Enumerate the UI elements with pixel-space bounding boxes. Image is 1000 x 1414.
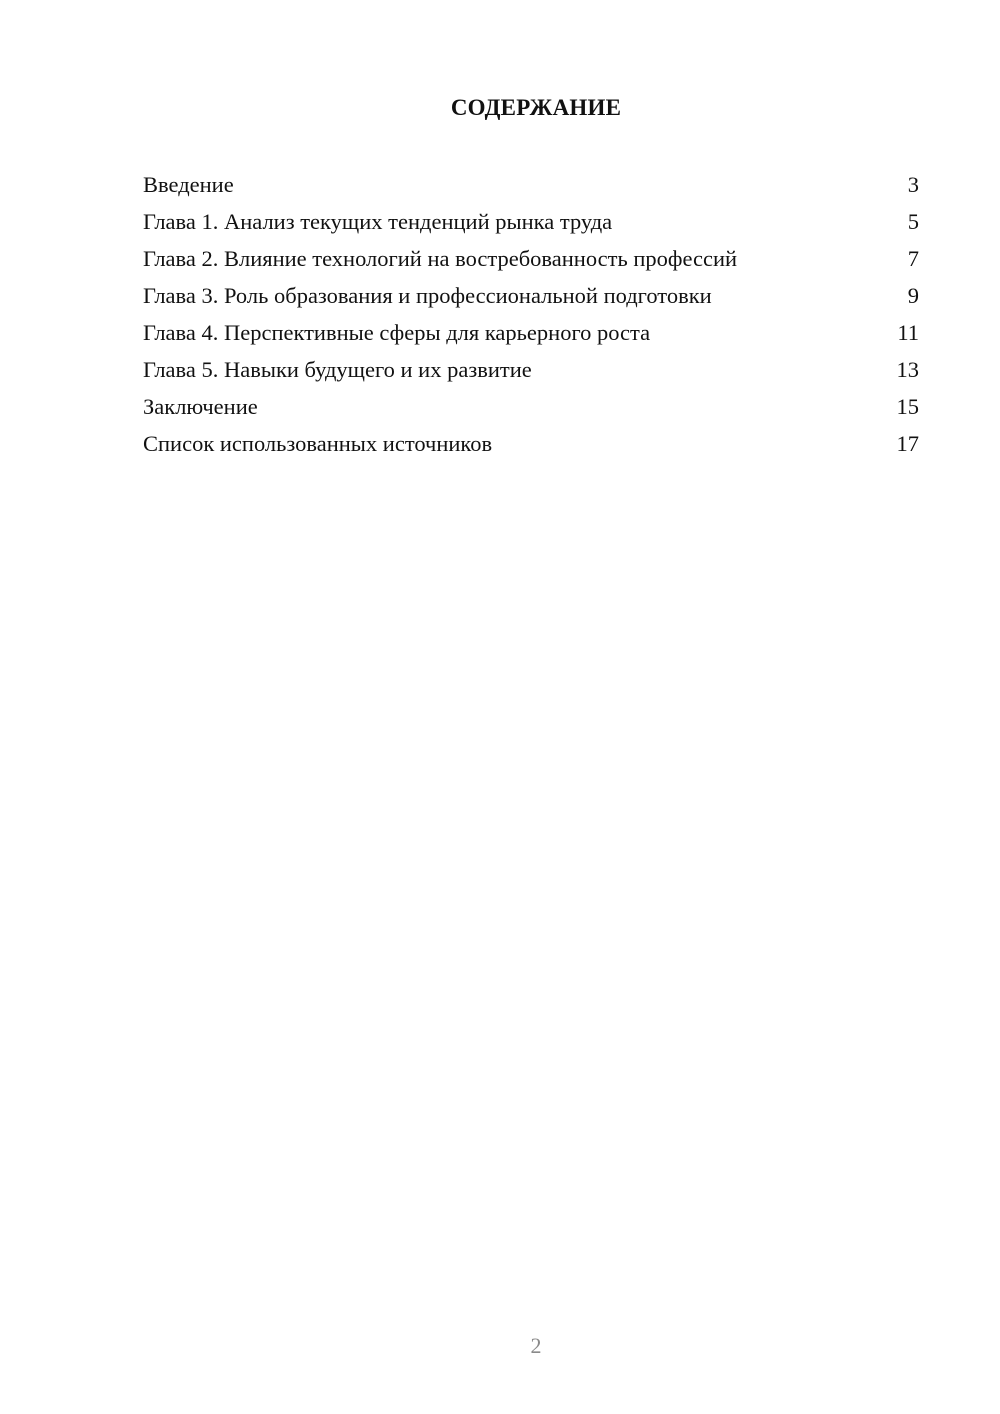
toc-entry-page: 15 xyxy=(896,394,919,419)
toc-entry-introduction xyxy=(143,166,919,203)
toc-entry-page: 17 xyxy=(896,431,919,456)
toc-title: СОДЕРЖАНИЕ xyxy=(450,95,622,120)
toc-entry-label: Список использованных источников xyxy=(143,431,493,456)
toc-entry-label: Глава 4. Перспективные сферы для карьерного роста xyxy=(143,320,651,345)
toc-entry-chapter-4 xyxy=(143,314,919,351)
toc-entry-label: Глава 5. Навыки будущего и их развитие xyxy=(143,357,532,382)
toc-entry-chapter-2 xyxy=(143,240,919,277)
toc-entry-page: 7 xyxy=(907,246,919,271)
page-number: 2 xyxy=(530,1333,542,1358)
toc-entry-page: 11 xyxy=(897,320,919,345)
toc-entry-references xyxy=(143,425,919,462)
toc-entry-chapter-5 xyxy=(143,351,919,388)
toc-entry-label: Глава 1. Анализ текущих тенденций рынка труда xyxy=(143,209,613,234)
toc-entry-chapter-1 xyxy=(143,203,919,240)
toc-entry-page: 9 xyxy=(907,283,919,308)
toc-entry-page: 13 xyxy=(896,357,919,382)
toc-entry-label: Заключение xyxy=(143,394,258,419)
toc-entry-page: 3 xyxy=(907,172,919,197)
toc-entry-page: 5 xyxy=(907,209,919,234)
table-of-contents xyxy=(143,166,919,462)
toc-entry-conclusion xyxy=(143,388,919,425)
toc-entry-label: Глава 2. Влияние технологий на востребованность профессий xyxy=(143,246,738,271)
toc-entry-label: Глава 3. Роль образования и профессиональной подготовки xyxy=(143,283,712,308)
toc-entry-label: Введение xyxy=(143,172,234,197)
toc-entry-chapter-3 xyxy=(143,277,919,314)
